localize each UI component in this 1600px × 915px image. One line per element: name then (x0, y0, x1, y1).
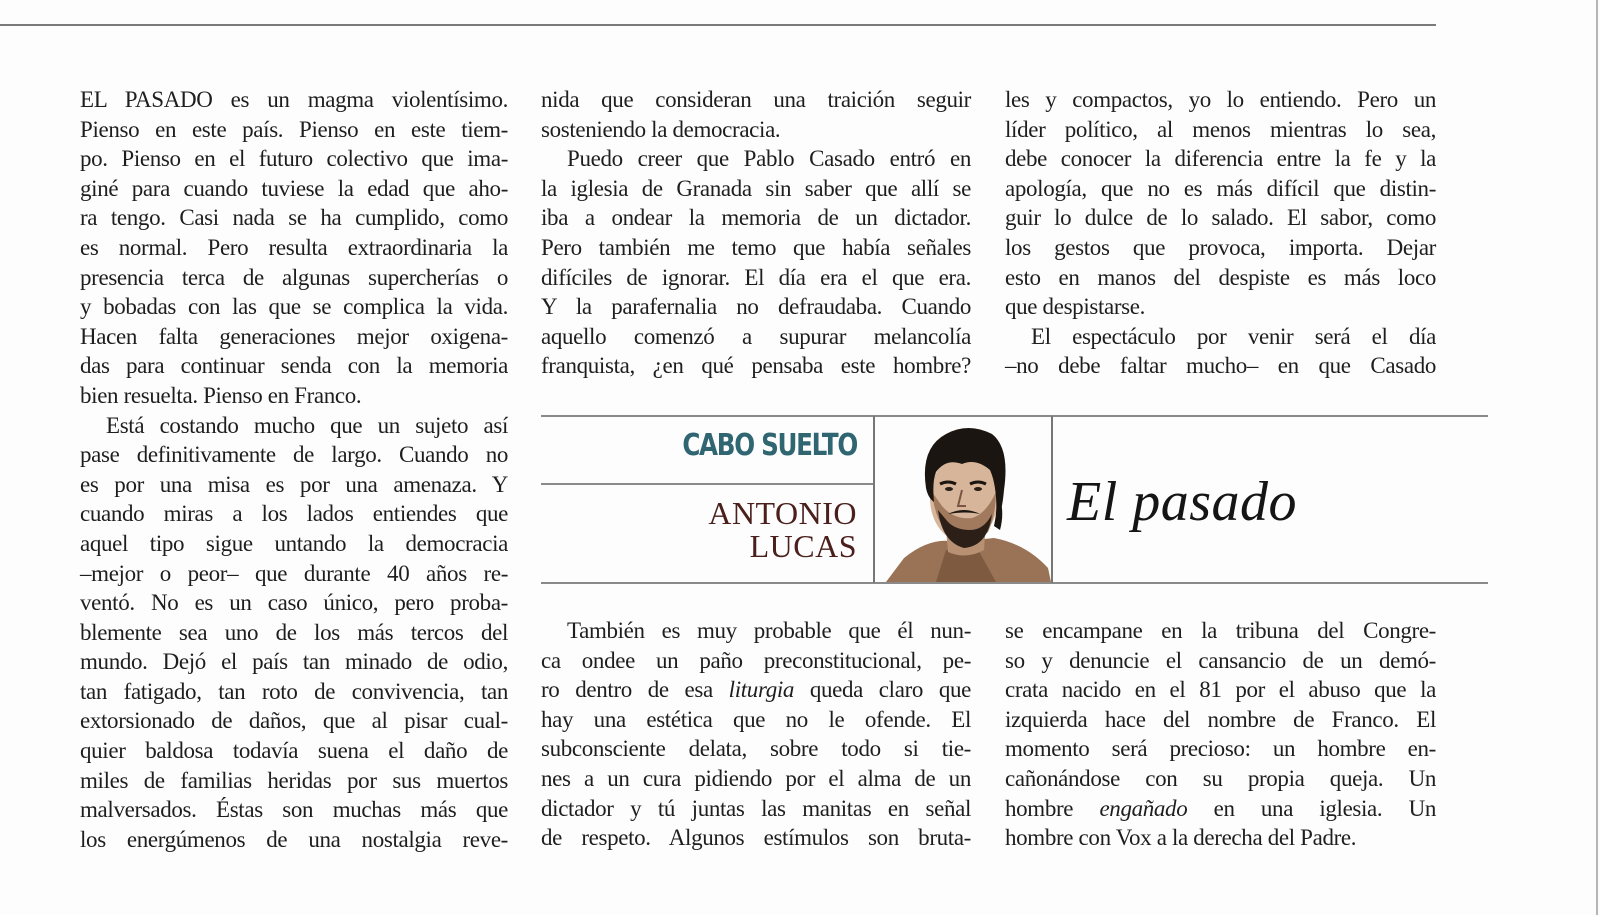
text-line: El espectáculo por venir será el día (1031, 323, 1436, 349)
header-divider-left (873, 416, 875, 583)
text-line: aquello comenzó a supurar melancolía (541, 323, 971, 349)
text-line: izquierda hace del nombre de Franco. El (1005, 706, 1436, 732)
text-line: Pienso en este país. Pienso en este tiem- (80, 116, 508, 142)
text-line: de respeto. Algunos estímulos son bruta- (541, 825, 971, 851)
text-line: –mejor o peor– que durante 40 años re- (80, 560, 508, 586)
text-line: pase definitivamente de largo. Cuando no (80, 442, 508, 468)
text-line: hay una estética que no le ofende. El (541, 706, 971, 732)
text-line: –no debe faltar mucho– en que Casado (1005, 353, 1436, 379)
text-line: nida que consideran una traición seguir (541, 87, 971, 112)
text-line: so y denuncie el cansancio de un demó- (1005, 647, 1436, 673)
text-line: esto en manos del despiste es más loco (1005, 264, 1436, 290)
text-run: hombre (1005, 795, 1100, 821)
text-line: los energúmenos de una nostalgia reve- (80, 826, 508, 852)
text-line: Y la parafernalia no defraudaba. Cuando (541, 294, 971, 320)
text-line: Está costando mucho que un sujeto así (106, 412, 508, 438)
author-first-name: ANTONIO (708, 495, 857, 531)
text-line: miles de familias heridas por sus muertos (80, 767, 508, 793)
header-rule-top (541, 415, 1488, 417)
text-line: dictador y tú juntas las manitas en señal (541, 795, 971, 821)
text-line: debe conocer la diferencia entre la fe y la (1005, 146, 1436, 172)
text-line: bien resuelta. Pienso en Franco. (80, 382, 362, 408)
text-line: aquel tipo sigue untando la democracia (80, 530, 508, 556)
article-column-3-top (1005, 85, 1436, 381)
top-rule (0, 24, 1436, 26)
text-line: quier baldosa todavía suena el daño de (80, 738, 508, 764)
text-line: sosteniendo la democracia. (541, 116, 781, 142)
text-line: apología, que no es más difícil que distin- (1005, 175, 1436, 201)
text-line: Pero también me temo que había señales (541, 234, 971, 260)
text-line: das para continuar senda con la memoria (80, 353, 508, 379)
text-run: queda claro que (794, 677, 971, 703)
text-line: que despistarse. (1005, 294, 1146, 320)
text-line: es por una misa es por una amenaza. Y (80, 471, 508, 497)
italic-word: liturgia (728, 677, 795, 703)
text-line: cañonándose con su propia queja. Un (1005, 765, 1436, 791)
header-rule-bottom (541, 582, 1488, 584)
article-column-3-bottom (1005, 616, 1436, 853)
text-line: cuando miras a los lados entiendes que (80, 501, 508, 527)
author-name (541, 497, 857, 563)
text-line: momento será precioso: un hombre en- (1005, 736, 1436, 762)
text-run: en una iglesia. Un (1187, 795, 1436, 821)
article-column-2-top (541, 85, 971, 381)
text-line: franquista, ¿en qué pensaba este hombre? (541, 353, 971, 379)
text-line: También es muy probable que él nun- (567, 618, 971, 643)
text-line: iba a ondear la memoria de un dictador. (541, 205, 971, 231)
text-line: la iglesia de Granada sin saber que allí se (541, 175, 971, 201)
text-line: les y compactos, yo lo entiendo. Pero un (1005, 87, 1436, 112)
text-line: líder político, al menos mientras lo sea, (1005, 116, 1436, 142)
article-headline: El pasado (1067, 471, 1298, 533)
text-line: presencia terca de algunas supercherías o (80, 264, 508, 290)
text-line: malversados. Éstas son muchas más que (80, 797, 508, 823)
header-rule-middle (541, 483, 873, 485)
text-line: es normal. Pero resulta extraordinaria la (80, 234, 508, 260)
text-line: los gestos que provoca, importa. Dejar (1005, 234, 1436, 260)
section-label: CABO SUELTO (682, 428, 857, 463)
text-line: se encampane en la tribuna del Congre- (1005, 618, 1436, 643)
text-line: tan fatigado, tan roto de convivencia, tan (80, 678, 508, 704)
page-edge-rule (1596, 0, 1598, 915)
text-line: mundo. Dejó el país tan minado de odio, (80, 649, 508, 675)
text-line: Puedo creer que Pablo Casado entró en (567, 146, 971, 172)
header-divider-right (1051, 416, 1053, 583)
text-line: y bobadas con las que se complica la vida. (80, 294, 508, 320)
text-line: ra tengo. Casi nada se ha cumplido, como (80, 205, 508, 231)
text-line: hombre con Vox a la derecha del Padre. (1005, 825, 1357, 851)
text-line: ventó. No es un caso único, pero proba- (80, 590, 508, 616)
text-line: Hacen falta generaciones mejor oxigena- (80, 323, 508, 349)
text-line: difíciles de ignorar. El día era el que era. (541, 264, 971, 290)
text-line: po. Pienso en el futuro colectivo que ima- (80, 146, 508, 172)
article-column-1 (80, 85, 508, 854)
text-line: crata nacido en el 81 por el abuso que la (1005, 677, 1436, 703)
text-line (1005, 794, 1436, 824)
text-run: ro dentro de esa (541, 677, 729, 703)
author-last-name: LUCAS (749, 528, 857, 564)
text-line: ca ondee un paño preconstitucional, pe- (541, 647, 971, 673)
text-line: EL PASADO es un magma violentísimo. (80, 87, 508, 112)
text-line: blemente sea uno de los más tercos del (80, 619, 508, 645)
text-line: nes a un cura pidiendo por el alma de un (541, 765, 971, 791)
author-portrait-icon (876, 418, 1051, 582)
text-line: giné para cuando tuviese la edad que aho- (80, 175, 508, 201)
text-line: subconsciente delata, sobre todo si tie- (541, 736, 971, 762)
italic-word: engañado (1099, 795, 1188, 821)
text-line: extorsionado de daños, que al pisar cual- (80, 708, 508, 734)
text-line (541, 675, 971, 705)
text-line: guir lo dulce de lo salado. El sabor, como (1005, 205, 1436, 231)
author-photo (876, 418, 1051, 582)
article-column-2-bottom (541, 616, 971, 853)
